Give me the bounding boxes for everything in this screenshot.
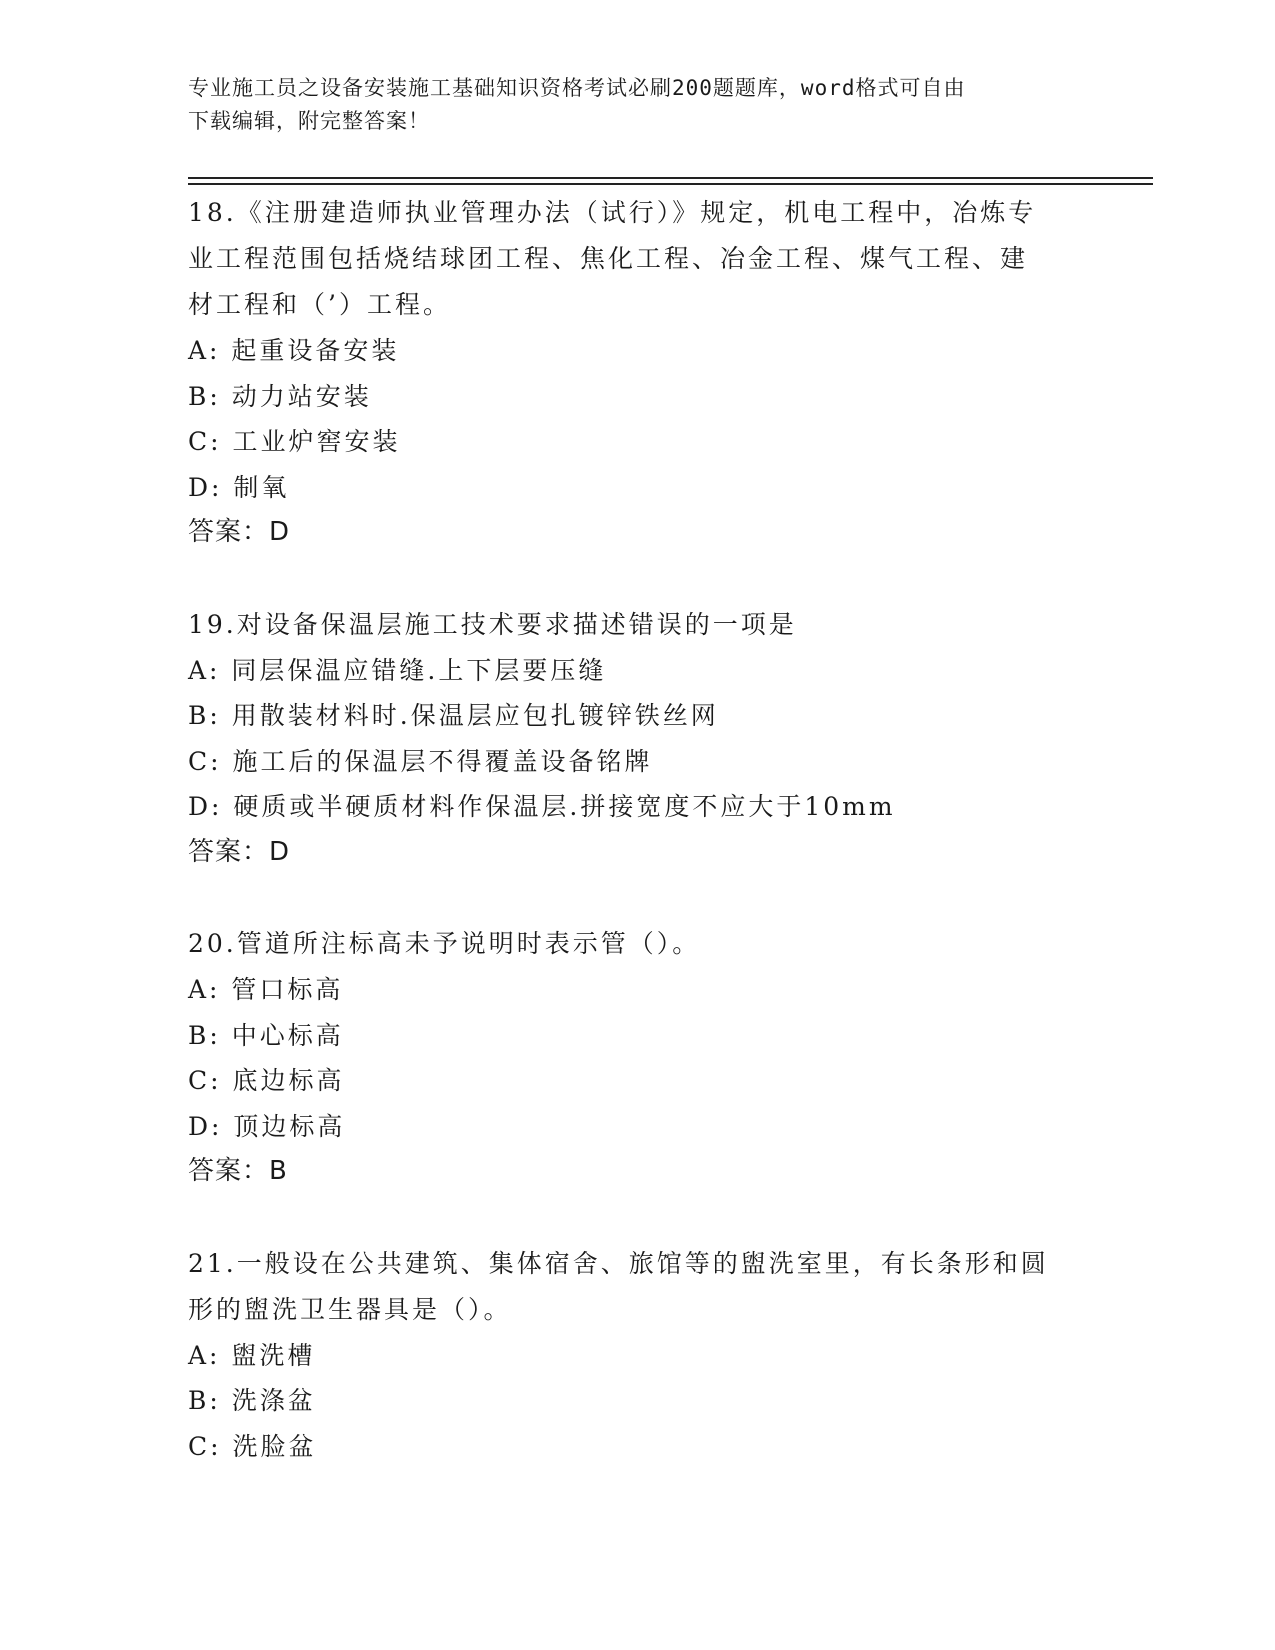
option-c: C: 施工后的保温层不得覆盖设备铭牌 [188, 746, 653, 776]
answer: 答案：D [188, 517, 291, 547]
question-18 [188, 190, 1088, 556]
option-a: A: 同层保温应错缝.上下层要压缝 [188, 655, 607, 685]
option-b: B: 中心标高 [188, 1020, 344, 1050]
question-stem-line: 19.对设备保温层施工技术要求描述错误的一项是 [188, 609, 797, 639]
answer: 答案：B [188, 1156, 288, 1186]
option-c: C: 洗脸盆 [188, 1431, 317, 1461]
header-line: 专业施工员之设备安装施工基础知识资格考试必刷200题题库，word格式可自由 [188, 76, 966, 100]
option-a: A: 盥洗槽 [188, 1340, 316, 1370]
option-a: A: 管口标高 [188, 975, 344, 1004]
question-21 [188, 1241, 1088, 1470]
option-a: A: 起重设备安装 [188, 336, 400, 365]
question-stem-line: 21.一般设在公共建筑、集体宿舍、旅馆等的盥洗室里，有长条形和圆 [188, 1248, 1049, 1278]
question-stem-line: 18.《注册建造师执业管理办法（试行）》规定，机电工程中，冶炼专 [188, 198, 1037, 227]
answer: 答案：D [188, 836, 291, 867]
document-header [188, 72, 1088, 138]
option-b: B: 用散装材料时.保温层应包扎镀锌铁丝网 [188, 701, 719, 730]
question-stem-line: 形的盥洗卫生器具是（）。 [188, 1294, 512, 1324]
question-stem-line: 材工程和（’）工程。 [188, 290, 451, 319]
option-d: D: 顶边标高 [188, 1111, 346, 1141]
option-d: D: 制氧 [188, 472, 290, 502]
option-d: D: 硬质或半硬质材料作保温层.拼接宽度不应大于10mm [188, 792, 896, 821]
question-stem-line: 业工程范围包括烧结球团工程、焦化工程、冶金工程、煤气工程、建 [188, 244, 1029, 273]
question-19 [188, 602, 1088, 876]
option-b: B: 洗涤盆 [188, 1386, 316, 1415]
question-20 [188, 921, 1088, 1195]
option-c: C: 工业炉窖安装 [188, 427, 401, 456]
option-b: B: 动力站安装 [188, 381, 372, 411]
header-line: 下载编辑，附完整答案！ [188, 109, 430, 133]
option-c: C: 底边标高 [188, 1066, 345, 1095]
question-list [188, 190, 1088, 1515]
header-divider [188, 177, 1153, 179]
header-divider [188, 183, 1153, 185]
question-stem-line: 20.管道所注标高未予说明时表示管（）。 [188, 929, 701, 958]
